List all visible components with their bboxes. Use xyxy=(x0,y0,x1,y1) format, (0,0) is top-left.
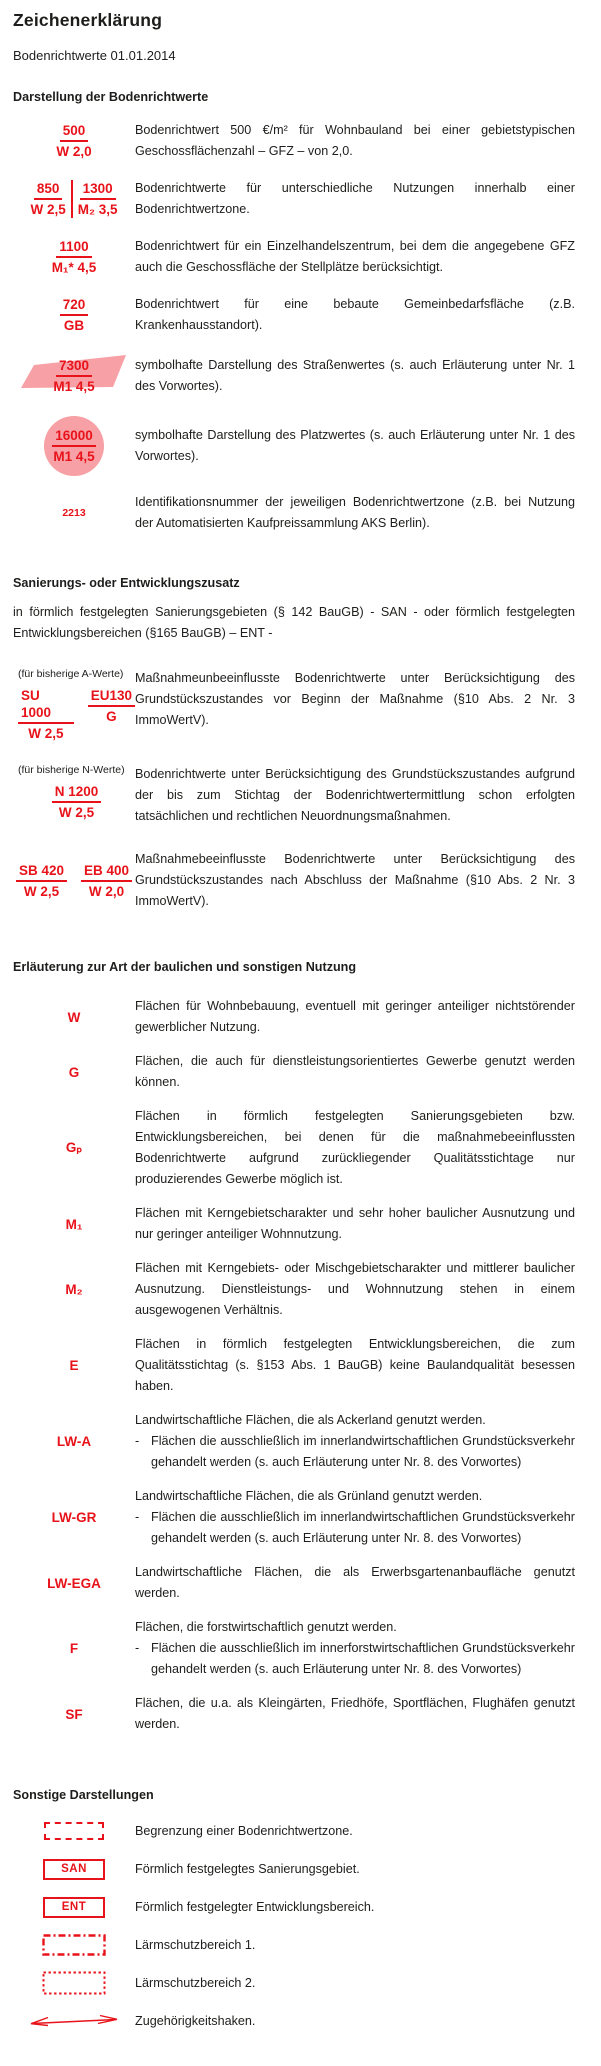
n-value-symbol xyxy=(52,783,102,821)
legend-row xyxy=(13,1970,575,1996)
usage-code: M₁ xyxy=(65,1216,83,1232)
usage-gfz: W 2,5 xyxy=(28,726,64,741)
usage-code: Gₚ xyxy=(65,1140,83,1155)
divider-line xyxy=(71,180,73,218)
value-number: 850 xyxy=(34,180,63,200)
legend-row xyxy=(13,1617,575,1680)
bullet-dash: - xyxy=(135,1641,140,1655)
section-nutzung xyxy=(13,960,575,1735)
legend-row xyxy=(13,996,575,1038)
land-value-symbol xyxy=(52,238,97,276)
usage-code: SF xyxy=(65,1706,83,1722)
row-description: Flächen, die u.a. als Kleingärten, Friedhöfe, Sportflächen, Flughäfen genutzt werden. xyxy=(135,1696,575,1731)
legend-row xyxy=(13,492,575,534)
row-description: Flächen mit Kerngebiets- oder Mischgebietscharakter und mittlerer baulicher Ausnutzung. Dienstleistungs- und Wohnnutzung stehen in einem ausgewogenen Verhältnis. xyxy=(135,1261,575,1317)
row-description: Maßnahmeunbeeinflusste Bodenrichtwerte unter Berücksichtigung des Grundstückszustandes vor Beginn der Maßnahme (§10 Abs. 2 Nr. 3 ImmoWertV). xyxy=(135,671,575,727)
value-number: EB 400 xyxy=(81,862,132,882)
usage-code: W xyxy=(67,1009,81,1025)
legend-row xyxy=(13,849,575,912)
value-number: 500 xyxy=(60,122,89,142)
note-label: (für bisherige N-Werte) xyxy=(18,764,125,776)
noise-zone-2-box-icon xyxy=(42,1971,106,1995)
usage-gfz: W 2,5 xyxy=(58,805,95,820)
section-sonstige xyxy=(13,1788,575,2034)
noise-zone-1-box-icon xyxy=(42,1934,106,1956)
row-description: symbolhafte Darstellung des Straßenwertes (s. auch Erläuterung unter Nr. 1 des Vorwortes). xyxy=(135,358,575,393)
row-description-bullet: Flächen die ausschließlich im innerforstwirtschaftlichen Grundstücksverkehr gehandelt werden (s. auch Erläuterung unter Nr. 8. des Vorwortes) xyxy=(151,1641,575,1676)
usage-code: LW-EGA xyxy=(47,1575,101,1591)
row-description xyxy=(135,1410,575,1473)
dual-land-value-symbol xyxy=(30,180,117,218)
row-description: Flächen in förmlich festgelegten Entwicklungsbereichen, die zum Qualitätsstichtag (s. §153 Abs. 1 BauGB) keine Baulandqualität besessen haben. xyxy=(135,1337,575,1393)
note-label: (für bisherige A-Werte) xyxy=(18,668,124,680)
bullet-dash: - xyxy=(135,1434,140,1448)
row-description-line: Landwirtschaftliche Flächen, die als Ackerland genutzt werden. xyxy=(135,1413,486,1427)
section-sanierung xyxy=(13,576,575,912)
bullet-dash: - xyxy=(135,1510,140,1524)
row-description: Bodenrichtwert für eine bebaute Gemeinbedarfsfläche (z.B. Krankenhausstandort). xyxy=(135,297,575,332)
row-description-line: Flächen, die forstwirtschaftlich genutzt werden. xyxy=(135,1620,397,1634)
ent-label: ENT xyxy=(61,1901,87,1913)
legend-row xyxy=(13,1410,575,1473)
row-description: Zugehörigkeitshaken. xyxy=(135,2013,256,2028)
usage-gfz: M₁* 4,5 xyxy=(51,260,97,275)
page-title: Zeichenerklärung xyxy=(13,10,163,30)
usage-gfz: M₂ 3,5 xyxy=(77,202,118,217)
legend-row xyxy=(13,764,575,827)
usage-code: LW-A xyxy=(56,1434,92,1449)
legend-row xyxy=(13,1856,575,1882)
section-heading: Darstellung der Bodenrichtwerte xyxy=(13,90,209,104)
row-description: Landwirtschaftliche Flächen, die als Erwerbsgartenanbaufläche genutzt werden. xyxy=(135,1565,575,1600)
san-value-pair-symbol xyxy=(18,687,135,742)
row-description: Bodenrichtwerte unter Berücksichtigung des Grundstückszustandes aufgrund der bis zum Stichtag der Bodenrichtwertermittlung schon erfolgten tatsächlichen und rechtlichen Neuordnungsmaßnahmen. xyxy=(135,767,575,823)
usage-gfz: W 2,5 xyxy=(30,202,66,217)
land-value-symbol xyxy=(56,122,91,160)
legend-row xyxy=(13,1932,575,1958)
usage-gfz: W 2,0 xyxy=(88,883,125,899)
value-number: 16000 xyxy=(52,427,96,447)
row-description: Flächen in förmlich festgelegten Sanierungsgebieten bzw. Entwicklungsbereichen, bei denen für die maßnahmebeeinflussten Bodenrichtwerte aufgrund zurückliegender Qualitätsstichtage nur produzierendes Gewerbe möglich ist. xyxy=(135,1109,575,1186)
legend-row xyxy=(13,416,575,476)
section-heading: Sonstige Darstellungen xyxy=(13,1788,154,1802)
row-description: Flächen, die auch für dienstleistungsorientiertes Gewerbe genutzt werden können. xyxy=(135,1054,575,1089)
value-number: EU130 xyxy=(88,687,135,707)
value-number: N 1200 xyxy=(52,783,102,803)
san-label: SAN xyxy=(61,1863,87,1875)
legend-row xyxy=(13,236,575,278)
row-description: Bodenrichtwert 500 €/m² für Wohnbauland bei einer gebietstypischen Geschossflächenzahl – GFZ – von 2,0. xyxy=(135,123,575,158)
usage-gfz: GB xyxy=(63,318,85,333)
row-description: Lärmschutzbereich 2. xyxy=(135,1975,256,1990)
row-description: symbolhafte Darstellung des Platzwertes (s. auch Erläuterung unter Nr. 1 des Vorwortes). xyxy=(135,428,575,463)
sb-eb-value-pair-symbol xyxy=(16,862,132,900)
row-description-line: Landwirtschaftliche Flächen, die als Grünland genutzt werden. xyxy=(135,1489,483,1503)
usage-gfz: W 2,5 xyxy=(23,883,60,899)
row-description-bullet: Flächen die ausschließlich im innerlandwirtschaftlichen Grundstücksverkehr gehandelt werden (s. auch Erläuterung unter Nr. 8. des Vorwortes) xyxy=(151,1510,575,1545)
row-description: Identifikationsnummer der jeweiligen Bodenrichtwertzone (z.B. bei Nutzung der Automatisierten Kaufpreissammlung AKS Berlin). xyxy=(135,495,575,530)
row-description: Förmlich festgelegtes Sanierungsgebiet. xyxy=(135,1861,360,1876)
row-description: Flächen für Wohnbebauung, eventuell mit geringer anteiliger nichtstörender gewerblicher Nutzung. xyxy=(135,999,575,1034)
row-description: Lärmschutzbereich 1. xyxy=(135,1937,256,1952)
section-darstellung xyxy=(13,90,575,534)
legend-row xyxy=(13,2008,575,2034)
legend-row xyxy=(13,1334,575,1397)
legend-row xyxy=(13,1486,575,1549)
row-description: Flächen mit Kerngebietscharakter und sehr hoher baulicher Ausnutzung und nur geringer anteiliger Wohnnutzung. xyxy=(135,1206,575,1241)
legend-row xyxy=(13,668,575,742)
usage-code: F xyxy=(69,1641,79,1656)
ent-box-icon xyxy=(43,1897,105,1918)
legend-row xyxy=(13,1106,575,1190)
legend-row xyxy=(13,1562,575,1604)
section-intro: in förmlich festgelegten Sanierungsgebieten (§ 142 BauGB) - SAN - oder förmlich festgelegten Entwicklungsbereichen (§165 BauGB) – ENT - xyxy=(13,605,575,640)
street-value-band-symbol xyxy=(21,352,127,400)
usage-gfz: M1 4,5 xyxy=(53,449,95,464)
san-box-icon xyxy=(43,1859,105,1880)
usage-code: M₂ xyxy=(65,1282,83,1297)
membership-hook-arrow-icon xyxy=(26,2012,122,2030)
usage-code: G xyxy=(68,1064,80,1080)
section-heading: Erläuterung zur Art der baulichen und sonstigen Nutzung xyxy=(13,960,357,974)
usage-code: LW-GR xyxy=(51,1510,97,1525)
row-description: Bodenrichtwert für ein Einzelhandelszentrum, bei dem die angegebene GFZ auch die Geschossfläche der Stellplätze berücksichtigt. xyxy=(135,239,575,274)
legend-row xyxy=(13,178,575,220)
legend-row xyxy=(13,294,575,336)
value-number: 720 xyxy=(60,296,89,316)
legend-row xyxy=(13,1258,575,1321)
usage-gfz: W 2,0 xyxy=(56,144,92,159)
boundary-dashed-box-icon xyxy=(44,1822,104,1840)
usage-gfz: M1 4,5 xyxy=(53,379,95,394)
legend-row xyxy=(13,352,575,400)
value-number: 1300 xyxy=(80,180,116,200)
land-value-symbol xyxy=(60,296,89,334)
row-description: Maßnahmebeeinflusste Bodenrichtwerte unter Berücksichtigung des Grundstückszustandes nach Abschluss der Maßnahme (§10 Abs. 2 Nr. 3 ImmoWertV). xyxy=(135,852,575,908)
row-description: Bodenrichtwerte für unterschiedliche Nutzungen innerhalb einer Bodenrichtwertzone. xyxy=(135,181,575,216)
row-description xyxy=(135,1617,575,1680)
value-number: 7300 xyxy=(56,357,92,377)
legend-row xyxy=(13,120,575,162)
row-description-bullet: Flächen die ausschließlich im innerlandwirtschaftlichen Grundstücksverkehr gehandelt werden (s. auch Erläuterung unter Nr. 8. des Vorwortes) xyxy=(151,1434,575,1469)
legend-row xyxy=(13,1894,575,1920)
row-description: Förmlich festgelegter Entwicklungsbereich. xyxy=(135,1899,375,1914)
value-number: SB 420 xyxy=(16,862,67,882)
plaza-value-circle-symbol xyxy=(44,416,104,476)
legend-row xyxy=(13,1818,575,1844)
legend-row xyxy=(13,1203,575,1245)
usage-gfz: G xyxy=(106,709,117,724)
row-description: Begrenzung einer Bodenrichtwertzone. xyxy=(135,1823,353,1838)
legend-row xyxy=(13,1693,575,1735)
usage-code: E xyxy=(69,1358,79,1373)
zone-id-number: 2213 xyxy=(62,507,86,519)
row-description xyxy=(135,1486,575,1549)
section-heading: Sanierungs- oder Entwicklungszusatz xyxy=(13,576,240,590)
legend-row xyxy=(13,1051,575,1093)
value-number: SU 1000 xyxy=(18,687,74,724)
value-number: 1100 xyxy=(56,238,91,258)
document-subtitle: Bodenrichtwerte 01.01.2014 xyxy=(13,48,176,63)
